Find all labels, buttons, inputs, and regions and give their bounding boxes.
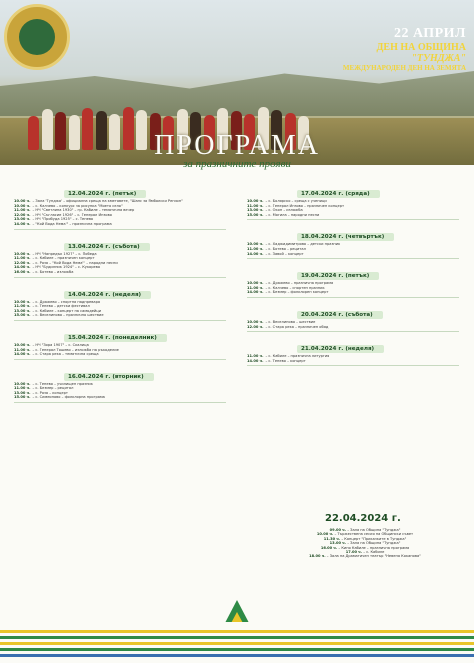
event-text: – с. Тенево – училищен празник (32, 381, 93, 386)
day-heading: 18.04.2024 г. (четвъртък) (297, 233, 394, 241)
event-text: – с. Генерал Инзово – празничен концерт (265, 203, 345, 208)
event-text: – с. Стара река – тематична среща (32, 352, 99, 357)
event-text: – с. Роза – "Кой Вода Нема'" – народни песни (32, 260, 118, 265)
stripe-yellow (0, 642, 474, 645)
event-time: 14.00 ч. (247, 358, 264, 363)
event-time: 11.00 ч. (247, 354, 264, 359)
event-time: 11.00 ч. (14, 386, 31, 391)
event-time: 14.00 ч. (247, 251, 264, 256)
divider (247, 258, 459, 259)
event-text: – с. Симеоново – фолклорна програма (32, 395, 105, 400)
heading-municipality: "ТУНДЖА" (411, 53, 466, 64)
event-time: 15.00 ч. (14, 395, 31, 400)
main-day-date: 22.04.2024 г. (325, 513, 401, 524)
day-heading: 15.04.2024 г. (понеделник) (64, 334, 167, 342)
event-text: – Зала на Драматичен театър "Невена Коканова" (325, 554, 421, 559)
event-time: 13.00 ч. (14, 308, 31, 313)
page-title: ПРОГРАМА (154, 130, 320, 161)
event-time: 11.00 ч. (247, 285, 264, 290)
program-event (14, 222, 226, 227)
event-text: – с. Кабиле – празничен концерт (32, 256, 95, 261)
event-text: – с. Калчево – спортен празник (265, 285, 325, 290)
program-event (14, 270, 226, 275)
event-time: 15.00 ч. (14, 313, 31, 318)
event-text: – "Кой Вода Нема'" – празнична програма (32, 221, 112, 226)
event-text: – с. Болярско – среща с ученици (265, 199, 327, 203)
event-time: 10.00 ч. (14, 342, 31, 347)
program-day (247, 180, 459, 220)
program-column-right (247, 180, 459, 369)
stripe-green (0, 648, 474, 651)
event-text: – с. Тенево – детски фестивал (32, 304, 90, 309)
stripe-green (0, 636, 474, 639)
event-text: – Концерт "Приказките в Тунджа" (340, 536, 407, 541)
program-event (247, 359, 459, 364)
event-time: 18.00 ч. (309, 554, 326, 559)
divider (14, 229, 226, 230)
event-text: – Зала на Община "Тунджа" (346, 528, 401, 532)
page-subtitle: за празничните прояви (183, 158, 291, 170)
program-day (14, 363, 226, 403)
event-time: 10.00 ч. (247, 242, 264, 247)
event-time: 10.00 ч. (14, 199, 31, 203)
folk-ensemble-seal-icon (4, 4, 70, 70)
program-day (14, 180, 226, 230)
stripe-yellow (0, 630, 474, 633)
day-heading: 12.04.2024 г. (петък) (64, 190, 146, 198)
heading-day: ДЕН НА ОБЩИНА (376, 42, 466, 53)
event-text: – с. Безмер – фолклорен концерт (265, 290, 329, 295)
event-text: – с. Роза – концерт (32, 390, 68, 395)
stripe-blue (0, 654, 474, 657)
program-day (247, 262, 459, 298)
program-event (247, 325, 459, 330)
event-text: – с. Кабиле – празнична литургия (265, 354, 330, 359)
event-text: – с. Кабиле – концерт на самодейци (32, 308, 102, 313)
divider (14, 402, 226, 403)
event-time: 14.00 ч. (14, 265, 31, 270)
celebration-heading (343, 26, 466, 72)
event-time: 13.00 ч. (247, 208, 264, 213)
event-time: 12.00 ч. (14, 260, 31, 265)
event-text: – НЧ "Светлина 1930" – гр. Кабиле – тематична вечер (32, 208, 135, 213)
program-day (247, 223, 459, 259)
program-event (247, 213, 459, 218)
event-time: 17.00 ч. (345, 550, 363, 555)
event-text: – с. Генерал Тошево – изложба на ръкоделие (32, 347, 119, 352)
event-time: 10.00 ч. (14, 251, 31, 256)
day-heading: 14.04.2024 г. (неделя) (64, 291, 151, 299)
day-heading: 17.04.2024 г. (сряда) (297, 190, 380, 198)
program-day (247, 301, 459, 332)
day-heading: 19.04.2024 г. (петък) (297, 272, 379, 280)
program-column-left (14, 180, 226, 406)
event-text: – НЧ "Пробуда 1925" – с. Тенево (32, 217, 94, 222)
divider (247, 331, 459, 332)
event-time: 12.00 ч. (247, 324, 264, 329)
event-text: – с. Кабиле (362, 550, 385, 555)
event-text: – НЧ "Зора 1907" – с. Скалица (32, 342, 89, 347)
day-heading: 20.04.2024 г. (събота) (297, 311, 383, 319)
day-heading: 13.04.2024 г. (събота) (64, 243, 150, 251)
event-time: 12.00 ч. (14, 212, 31, 217)
event-text: – с. Стара река – празничен обяд (265, 324, 329, 329)
event-time: 10.00 ч. (14, 203, 31, 208)
divider (14, 277, 226, 278)
event-time: 10.00 ч. (14, 381, 31, 386)
event-text: – с. Тенево – концерт (265, 358, 306, 363)
main-day-event (265, 554, 465, 558)
program-event (14, 352, 226, 357)
event-text: – с. Могила – народни песни (265, 212, 320, 217)
event-text: – с. Дражево – спортна надпревара (32, 299, 101, 304)
event-time: 14.00 ч. (14, 221, 31, 226)
event-time: 10.00 ч. (247, 281, 264, 286)
title-band (0, 130, 474, 174)
event-text: – Зала 'Тунджа' – официална среща на кметовете, "Шанс за Ямболски Регион" (32, 199, 183, 203)
event-text: – Кино Кабиле – празнична програма (337, 545, 410, 550)
event-time: 14.00 ч. (247, 290, 264, 295)
program-event (247, 290, 459, 295)
program-event (14, 395, 226, 400)
event-text: – с. Ботево – изложба (32, 269, 74, 274)
program-day (14, 324, 226, 360)
event-time: 09.00 ч. (329, 528, 347, 532)
event-time: 13.00 ч. (14, 390, 31, 395)
event-time: 11.00 ч. (247, 203, 264, 208)
event-text: – НЧ "Съгласие 1926" – с. Генерал Инзово (32, 212, 112, 217)
program-event (247, 252, 459, 257)
event-text: – НЧ "Будилник 1924" – с. Кукорево (32, 265, 101, 270)
day-heading: 16.04.2024 г. (вторник) (64, 373, 154, 381)
event-text: – с. Окоп – изложба (265, 208, 303, 213)
divider (14, 359, 226, 360)
program-event (14, 313, 226, 318)
event-time: 10.00 ч. (247, 199, 264, 203)
divider (247, 297, 459, 298)
event-text: – с. Ботево – рецитал (265, 246, 306, 251)
heading-date: 22 АПРИЛ (393, 26, 466, 41)
event-text: – НЧ "Напредък 1927" – с. Победа (32, 251, 97, 256)
event-text: – с. Безмер – рецитал (32, 386, 74, 391)
event-time: 16.00 ч. (14, 269, 31, 274)
divider (247, 365, 459, 366)
event-time: 15.00 ч. (247, 212, 264, 217)
event-text: – Тържествена сесия на Общински съвет (333, 532, 414, 537)
divider (247, 219, 459, 220)
event-time: 11.00 ч. (14, 304, 31, 309)
event-time: 13.00 ч. (14, 217, 31, 222)
event-text: – с. Веселиново – празнично шествие (32, 313, 104, 318)
event-time: 14.00 ч. (14, 352, 31, 357)
event-time: 10.00 ч. (247, 319, 264, 324)
event-text: – с. Дражево – празнична програма (265, 281, 334, 286)
event-text: – с. Завой – концерт (265, 251, 304, 256)
event-time: 10.00 ч. (316, 532, 334, 537)
event-text: – с. Веселиново – шествие (265, 319, 316, 324)
event-time: 11.00 ч. (247, 246, 264, 251)
footer-stripes (0, 622, 474, 663)
day-heading: 21.04.2024 г. (неделя) (297, 345, 384, 353)
event-time: 11.00 ч. (14, 208, 31, 213)
event-time: 11.00 ч. (14, 256, 31, 261)
event-time: 13.00 ч. (329, 541, 347, 546)
event-time: 10.00 ч. (14, 299, 31, 304)
event-time: 11.30 ч. (323, 536, 341, 541)
event-time: 16.00 ч. (320, 545, 338, 550)
program-day (14, 233, 226, 278)
event-text: – с. Хаджидимитрово – детски празник (265, 242, 341, 247)
event-text: – с. Калчево – конкурс за рисунка "Моето село" (32, 203, 123, 208)
program-day (14, 281, 226, 321)
main-day-program (265, 528, 465, 559)
event-text: – Зала на Община "Тунджа" (346, 541, 401, 546)
event-time: 11.00 ч. (14, 347, 31, 352)
divider (14, 320, 226, 321)
program-day (247, 335, 459, 366)
heading-earth-day: МЕЖДУНАРОДЕН ДЕН НА ЗЕМЯТА (342, 64, 466, 72)
